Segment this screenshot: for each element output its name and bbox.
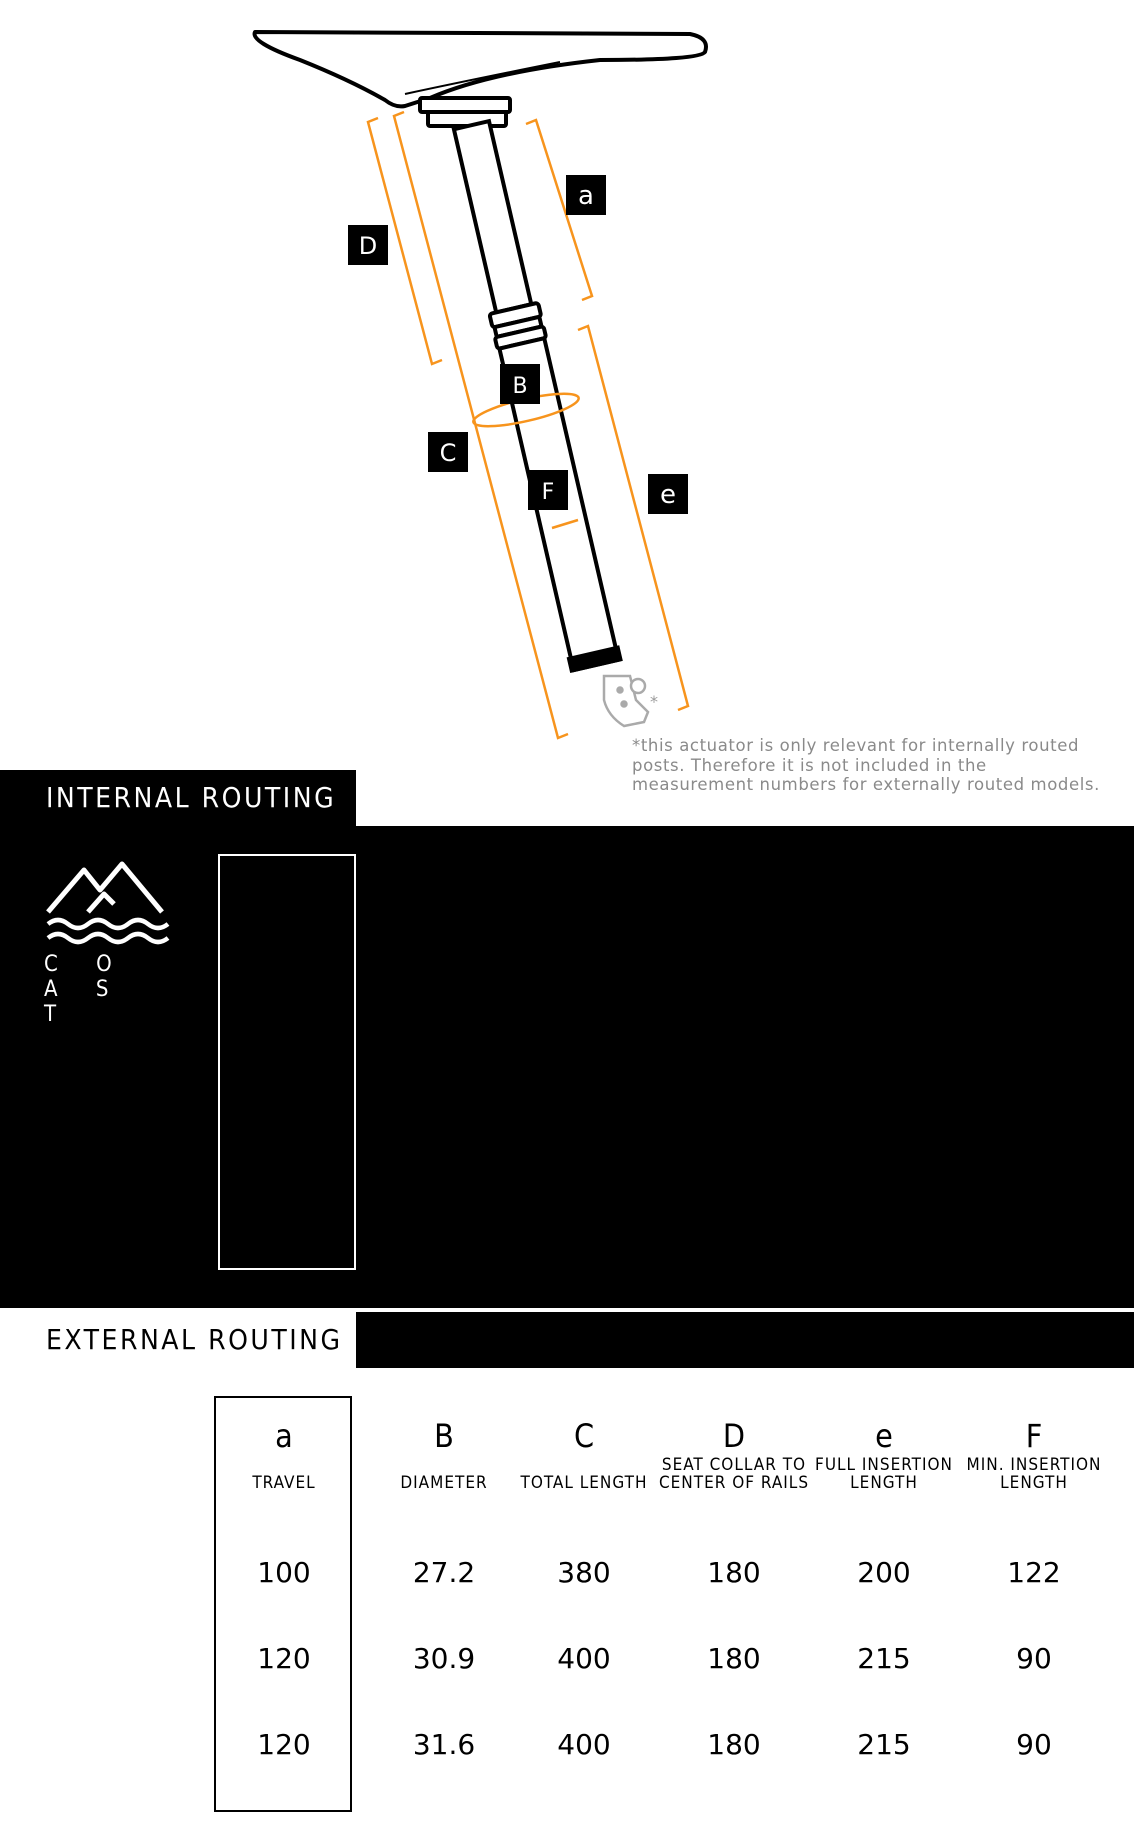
table-cell: 120 [261, 1100, 315, 1133]
svg-text:C: C [439, 439, 457, 467]
column-header: SEAT COLLAR TO CENTER OF RAILS [658, 1455, 810, 1493]
svg-text:e: e [660, 480, 676, 510]
internal-column-a [218, 874, 358, 1254]
column-header: FULL INSERTION LENGTH [819, 913, 957, 951]
column-letter: a [279, 875, 297, 913]
column-header: TRAVEL [252, 1473, 316, 1493]
column-header: MIN. INSERTION LENGTH [966, 1455, 1102, 1493]
internal-column-B [378, 874, 518, 1254]
column-letter: a [275, 1417, 293, 1455]
column-header: SEAT COLLAR TO CENTER OF RAILS [662, 913, 814, 951]
svg-text:B: B [512, 374, 528, 399]
table-cell: 225 [861, 1100, 915, 1133]
table-cell: 400 [557, 1642, 611, 1675]
internal-column-e [818, 874, 958, 1254]
table-cell: 170 [711, 1014, 765, 1047]
table-cell: 200 [857, 1556, 911, 1589]
external-column-C [514, 1416, 654, 1796]
table-cell: 215 [857, 1642, 911, 1675]
column-letter: e [879, 875, 897, 913]
table-cell: 100 [1011, 1186, 1065, 1219]
table-cell: 175 [711, 1186, 765, 1219]
table-cell: 215 [861, 1014, 915, 1047]
column-letter: F [1029, 875, 1047, 913]
column-letter: e [875, 1417, 893, 1455]
table-cell: 120 [261, 1186, 315, 1219]
label-C [428, 432, 468, 472]
label-e [648, 474, 688, 514]
column-header: FULL INSERTION LENGTH [815, 1455, 953, 1493]
internal-column-D [662, 874, 814, 1254]
seatpost-diagram [0, 0, 1134, 780]
table-cell: 175 [711, 1100, 765, 1133]
internal-columns [0, 826, 1134, 1308]
external-routing-title: EXTERNAL ROUTING [0, 1312, 356, 1368]
column-header: DIAMETER [404, 931, 492, 951]
table-cell: 31.6 [412, 1728, 476, 1761]
column-letter: C [577, 875, 599, 913]
table-cell: 215 [857, 1728, 911, 1761]
internal-column-C [518, 874, 658, 1254]
table-cell: 90 [1016, 1642, 1052, 1675]
table-cell: 400 [561, 1186, 615, 1219]
table-cell: 120 [257, 1728, 311, 1761]
column-letter: D [726, 875, 750, 913]
label-D [348, 225, 388, 265]
external-column-B [374, 1416, 514, 1796]
svg-text:D: D [358, 232, 378, 260]
svg-text:F: F [541, 480, 555, 505]
label-a [566, 175, 606, 215]
table-cell: 100 [1011, 1100, 1065, 1133]
column-letter: F [1025, 1417, 1043, 1455]
column-header: TRAVEL [256, 931, 320, 951]
saddle [255, 32, 706, 126]
table-cell: 90 [1016, 1728, 1052, 1761]
external-column-a [214, 1416, 354, 1796]
external-columns [0, 1368, 1134, 1829]
table-cell: 100 [261, 1014, 315, 1047]
table-cell: 145 [1011, 1014, 1065, 1047]
external-column-D [658, 1416, 810, 1796]
actuator-footnote: *this actuator is only relevant for internally routed posts. Therefore it is not included in the measurement numbers for externally routed models. [632, 736, 1100, 794]
column-letter: B [438, 875, 458, 913]
external-column-F [964, 1416, 1104, 1796]
column-letter: C [573, 1417, 595, 1455]
column-header: TOTAL LENGTH [520, 1473, 648, 1493]
table-cell: 380 [557, 1556, 611, 1589]
label-F [528, 470, 568, 510]
table-cell: 180 [707, 1728, 761, 1761]
table-cell: 27.2 [412, 1556, 476, 1589]
table-cell: 180 [707, 1642, 761, 1675]
table-cell: 120 [257, 1642, 311, 1675]
table-cell: 225 [861, 1186, 915, 1219]
external-column-e [814, 1416, 954, 1796]
external-routing-bar [356, 1312, 1134, 1368]
svg-text:a: a [578, 181, 594, 211]
table-cell: 122 [1007, 1556, 1061, 1589]
column-header: DIAMETER [400, 1473, 488, 1493]
column-letter: B [434, 1417, 454, 1455]
column-header: TOTAL LENGTH [524, 931, 652, 951]
table-cell: 385 [561, 1014, 615, 1047]
table-cell: 180 [707, 1556, 761, 1589]
actuator-asterisk: * [650, 692, 658, 711]
table-cell: 30.9 [416, 1100, 480, 1133]
table-cell: 27.2 [416, 1014, 480, 1047]
table-cell: 30.9 [412, 1642, 476, 1675]
column-letter: D [722, 1417, 746, 1455]
column-header: MIN. INSERTION LENGTH [970, 913, 1106, 951]
table-cell: 31.6 [416, 1186, 480, 1219]
coast-logo-text: C O A S T [44, 952, 128, 1027]
internal-column-F [968, 874, 1108, 1254]
label-B [500, 364, 540, 404]
table-cell: 400 [557, 1728, 611, 1761]
table-cell: 100 [257, 1556, 311, 1589]
table-cell: 400 [561, 1100, 615, 1133]
internal-routing-title: INTERNAL ROUTING [0, 770, 356, 826]
actuator [604, 676, 648, 726]
